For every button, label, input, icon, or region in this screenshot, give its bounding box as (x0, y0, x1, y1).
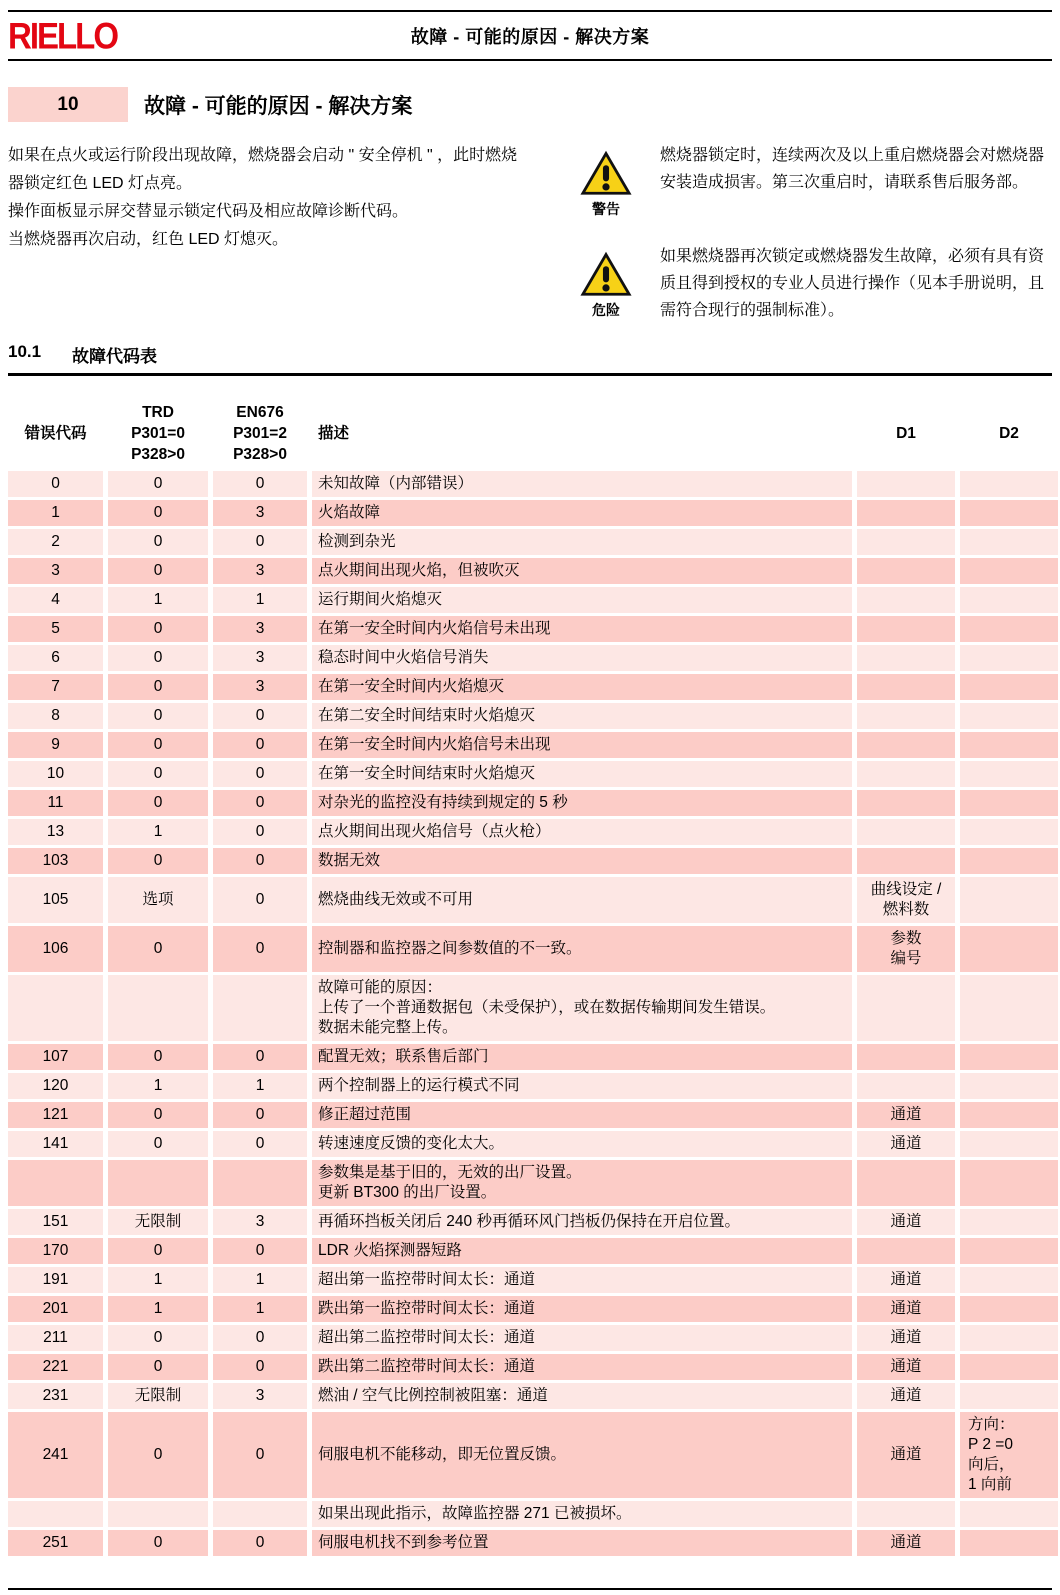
cell-d2 (960, 819, 1058, 845)
cell-error-code: 103 (8, 848, 103, 874)
cell-trd: 0 (108, 761, 208, 787)
cell-error-code: 2 (8, 529, 103, 555)
danger-note (566, 243, 1052, 324)
cell-en676: 0 (213, 848, 307, 874)
fault-table-header (8, 402, 1052, 465)
cell-error-code: 191 (8, 1267, 103, 1293)
intro-paragraph: 操作面板显示屏交替显示锁定代码及相应故障诊断代码。 (8, 203, 409, 220)
cell-en676: 0 (213, 926, 307, 972)
cell-error-code: 9 (8, 732, 103, 758)
table-row (8, 926, 1052, 972)
cell-trd: 0 (108, 674, 208, 700)
cell-d1 (857, 529, 955, 555)
cell-description: 故障可能的原因： 上传了一个普通数据包（未受保护），或在数据传输期间发生错误。 数据未能完整上传。 (312, 975, 852, 1041)
cell-description: 运行期间火焰熄灭 (312, 587, 852, 613)
cell-error-code: 141 (8, 1131, 103, 1157)
cell-d1 (857, 703, 955, 729)
table-row (8, 1102, 1052, 1128)
cell-d1 (857, 645, 955, 671)
cell-trd: 1 (108, 819, 208, 845)
cell-description: 再循环挡板关闭后 240 秒再循环风门挡板仍保持在开启位置。 (312, 1209, 852, 1235)
cell-description: 在第二安全时间结束时火焰熄灭 (312, 703, 852, 729)
cell-d2 (960, 848, 1058, 874)
cell-d1: 通道 (857, 1325, 955, 1351)
cell-description: 未知故障（内部错误） (312, 471, 852, 497)
cell-error-code: 3 (8, 558, 103, 584)
cell-error-code: 151 (8, 1209, 103, 1235)
cell-d1 (857, 1044, 955, 1070)
cell-d1 (857, 1160, 955, 1206)
cell-trd: 0 (108, 1238, 208, 1264)
subsection-number: 10.1 (8, 342, 42, 361)
cell-trd: 1 (108, 1267, 208, 1293)
cell-trd: 0 (108, 1325, 208, 1351)
cell-d2 (960, 1530, 1058, 1556)
table-row (8, 645, 1052, 671)
cell-description: 配置无效；联系售后部门 (312, 1044, 852, 1070)
warning-note (566, 142, 1052, 219)
table-row (8, 1296, 1052, 1322)
cell-description: 燃烧曲线无效或不可用 (312, 877, 852, 923)
header-d2: D2 (999, 425, 1019, 442)
cell-error-code: 241 (8, 1412, 103, 1498)
table-row (8, 1267, 1052, 1293)
danger-triangle-icon (578, 249, 634, 299)
cell-en676: 3 (213, 1209, 307, 1235)
header-d1: D1 (896, 425, 916, 442)
cell-d2 (960, 1501, 1058, 1527)
table-row (8, 703, 1052, 729)
cell-description: 伺服电机不能移动，即无位置反馈。 (312, 1412, 852, 1498)
cell-en676: 0 (213, 1238, 307, 1264)
cell-d1 (857, 975, 955, 1041)
cell-d1 (857, 1501, 955, 1527)
table-row (8, 761, 1052, 787)
cell-trd: 0 (108, 500, 208, 526)
cell-description: 火焰故障 (312, 500, 852, 526)
cell-trd: 0 (108, 1530, 208, 1556)
cell-trd: 选项 (108, 877, 208, 923)
section-heading (8, 87, 1052, 122)
cell-d2 (960, 1160, 1058, 1206)
header-rule (8, 59, 1052, 61)
cell-d1: 通道 (857, 1296, 955, 1322)
cell-en676: 0 (213, 1325, 307, 1351)
danger-note-text: 如果燃烧器再次锁定或燃烧器发生故障，必须有具有资质且得到授权的专业人员进行操作（见本手册说明，且需符合现行的强制标准）。 (660, 248, 1045, 319)
table-row (8, 732, 1052, 758)
cell-d1: 通道 (857, 1131, 955, 1157)
table-row (8, 1209, 1052, 1235)
cell-en676: 3 (213, 500, 307, 526)
cell-en676 (213, 1160, 307, 1206)
table-row (8, 1238, 1052, 1264)
cell-description: 转速速度反馈的变化太大。 (312, 1131, 852, 1157)
cell-en676: 3 (213, 558, 307, 584)
cell-error-code: 120 (8, 1073, 103, 1099)
cell-d1 (857, 587, 955, 613)
cell-en676: 3 (213, 616, 307, 642)
cell-error-code: 105 (8, 877, 103, 923)
cell-d2 (960, 1383, 1058, 1409)
cell-error-code: 221 (8, 1354, 103, 1380)
cell-en676: 1 (213, 1267, 307, 1293)
cell-trd: 0 (108, 529, 208, 555)
cell-d1: 通道 (857, 1412, 955, 1498)
table-row (8, 819, 1052, 845)
table-row (8, 1073, 1052, 1099)
cell-d1 (857, 1238, 955, 1264)
cell-trd: 1 (108, 1296, 208, 1322)
section-number-box: 10 (8, 87, 128, 122)
cell-description: 点火期间出现火焰，但被吹灭 (312, 558, 852, 584)
cell-d1: 通道 (857, 1209, 955, 1235)
cell-trd: 0 (108, 558, 208, 584)
cell-description: 在第一安全时间内火焰信号未出现 (312, 732, 852, 758)
intro-paragraph: 当燃烧器再次启动，红色 LED 灯熄灭。 (8, 231, 289, 248)
cell-error-code (8, 975, 103, 1041)
cell-d2 (960, 674, 1058, 700)
header-trd: TRD P301=0 P328>0 (131, 404, 185, 463)
cell-description: 参数集是基于旧的，无效的出厂设置。 更新 BT300 的出厂设置。 (312, 1160, 852, 1206)
cell-en676: 0 (213, 703, 307, 729)
cell-en676: 0 (213, 1530, 307, 1556)
cell-d1 (857, 819, 955, 845)
fault-table-body (8, 471, 1052, 1559)
cell-d2 (960, 1296, 1058, 1322)
table-row (8, 1354, 1052, 1380)
cell-d2 (960, 975, 1058, 1041)
cell-description: 控制器和监控器之间参数值的不一致。 (312, 926, 852, 972)
cell-d1 (857, 616, 955, 642)
cell-en676: 0 (213, 877, 307, 923)
table-row (8, 558, 1052, 584)
cell-trd: 0 (108, 1412, 208, 1498)
cell-error-code: 251 (8, 1530, 103, 1556)
cell-d2 (960, 1131, 1058, 1157)
cell-trd: 0 (108, 645, 208, 671)
cell-error-code: 5 (8, 616, 103, 642)
table-row (8, 529, 1052, 555)
cell-d2 (960, 471, 1058, 497)
table-row (8, 1412, 1052, 1498)
cell-error-code: 106 (8, 926, 103, 972)
cell-error-code: 4 (8, 587, 103, 613)
cell-trd: 0 (108, 926, 208, 972)
intro-area (8, 142, 1052, 324)
cell-description: 在第一安全时间结束时火焰熄灭 (312, 761, 852, 787)
table-row (8, 674, 1052, 700)
cell-d2 (960, 877, 1058, 923)
cell-d1: 通道 (857, 1383, 955, 1409)
cell-en676: 0 (213, 1354, 307, 1380)
cell-d1 (857, 761, 955, 787)
cell-trd: 0 (108, 732, 208, 758)
cell-d2 (960, 587, 1058, 613)
cell-error-code: 8 (8, 703, 103, 729)
cell-error-code: 170 (8, 1238, 103, 1264)
table-row (8, 1325, 1052, 1351)
page-header (8, 12, 1052, 59)
subsection-title: 故障代码表 (72, 347, 157, 366)
cell-error-code: 6 (8, 645, 103, 671)
cell-trd: 1 (108, 1073, 208, 1099)
cell-trd: 0 (108, 848, 208, 874)
cell-d2 (960, 1267, 1058, 1293)
table-row (8, 877, 1052, 923)
intro-paragraph: 如果在点火或运行阶段出现故障，燃烧器会启动 " 安全停机 " ，此时燃烧器锁定红色 LED 灯点亮。 (8, 147, 518, 192)
cell-description: 如果出现此指示，故障监控器 271 已被损坏。 (312, 1501, 852, 1527)
cell-d1 (857, 732, 955, 758)
cell-error-code: 1 (8, 500, 103, 526)
table-row (8, 471, 1052, 497)
cell-en676: 1 (213, 587, 307, 613)
cell-description: 两个控制器上的运行模式不同 (312, 1073, 852, 1099)
cell-trd: 0 (108, 1354, 208, 1380)
cell-d2 (960, 926, 1058, 972)
cell-en676: 0 (213, 1102, 307, 1128)
cell-d2 (960, 500, 1058, 526)
cell-error-code: 11 (8, 790, 103, 816)
cell-d2 (960, 529, 1058, 555)
cell-d2 (960, 645, 1058, 671)
table-row (8, 790, 1052, 816)
table-row (8, 616, 1052, 642)
cell-d2 (960, 1044, 1058, 1070)
cell-description: 跌出第一监控带时间太长：通道 (312, 1296, 852, 1322)
cell-trd: 0 (108, 703, 208, 729)
cell-description: 数据无效 (312, 848, 852, 874)
cell-d2 (960, 1238, 1058, 1264)
cell-d2 (960, 703, 1058, 729)
table-row (8, 1131, 1052, 1157)
cell-error-code (8, 1160, 103, 1206)
intro-text-column (8, 142, 530, 324)
cell-d1 (857, 471, 955, 497)
cell-d1 (857, 558, 955, 584)
cell-d2 (960, 558, 1058, 584)
header-en676: EN676 P301=2 P328>0 (233, 404, 287, 463)
cell-error-code: 211 (8, 1325, 103, 1351)
cell-description: LDR 火焰探测器短路 (312, 1238, 852, 1264)
danger-icon-label: 危险 (592, 302, 620, 318)
riello-logo: RIELLO (8, 14, 117, 56)
cell-d2 (960, 761, 1058, 787)
page-header-title: 故障 - 可能的原因 - 解决方案 (410, 26, 650, 47)
cell-en676: 1 (213, 1073, 307, 1099)
cell-en676 (213, 1501, 307, 1527)
table-row (8, 1530, 1052, 1556)
cell-d1 (857, 790, 955, 816)
cell-en676: 3 (213, 1383, 307, 1409)
cell-en676: 0 (213, 529, 307, 555)
table-row (8, 1501, 1052, 1527)
cell-en676 (213, 975, 307, 1041)
warning-note-text: 燃烧器锁定时，连续两次及以上重启燃烧器会对燃烧器安装造成损害。第三次重启时，请联系售后服务部。 (660, 147, 1045, 191)
cell-en676: 0 (213, 1412, 307, 1498)
cell-error-code (8, 1501, 103, 1527)
cell-description: 对杂光的监控没有持续到规定的 5 秒 (312, 790, 852, 816)
cell-description: 伺服电机找不到参考位置 (312, 1530, 852, 1556)
cell-error-code: 121 (8, 1102, 103, 1128)
cell-d1: 通道 (857, 1530, 955, 1556)
cell-en676: 0 (213, 1131, 307, 1157)
cell-en676: 0 (213, 819, 307, 845)
table-row (8, 848, 1052, 874)
cell-d2 (960, 616, 1058, 642)
cell-d1 (857, 848, 955, 874)
cell-en676: 1 (213, 1296, 307, 1322)
cell-trd (108, 1160, 208, 1206)
cell-d1: 曲线设定 / 燃料数 (857, 877, 955, 923)
cell-en676: 0 (213, 471, 307, 497)
cell-trd: 1 (108, 587, 208, 613)
cell-d2 (960, 1102, 1058, 1128)
cell-d2 (960, 1354, 1058, 1380)
cell-d1 (857, 674, 955, 700)
cell-en676: 0 (213, 732, 307, 758)
cell-en676: 3 (213, 645, 307, 671)
bottom-rule (8, 1588, 1052, 1590)
cell-description: 修正超过范围 (312, 1102, 852, 1128)
table-row (8, 1160, 1052, 1206)
warning-triangle-icon (578, 148, 634, 198)
table-row (8, 975, 1052, 1041)
table-row (8, 1044, 1052, 1070)
table-row (8, 587, 1052, 613)
cell-trd: 无限制 (108, 1383, 208, 1409)
cell-trd: 0 (108, 616, 208, 642)
cell-trd: 0 (108, 1044, 208, 1070)
cell-en676: 3 (213, 674, 307, 700)
subsection-heading (8, 342, 1052, 367)
cell-description: 点火期间出现火焰信号（点火枪） (312, 819, 852, 845)
cell-d1: 通道 (857, 1267, 955, 1293)
cell-error-code: 7 (8, 674, 103, 700)
cell-description: 跌出第二监控带时间太长：通道 (312, 1354, 852, 1380)
cell-description: 在第一安全时间内火焰信号未出现 (312, 616, 852, 642)
cell-trd: 0 (108, 1131, 208, 1157)
cell-d2 (960, 1209, 1058, 1235)
cell-d1 (857, 1073, 955, 1099)
cell-error-code: 10 (8, 761, 103, 787)
cell-error-code: 0 (8, 471, 103, 497)
safety-notes-column (566, 142, 1052, 324)
cell-description: 燃油 / 空气比例控制被阻塞：通道 (312, 1383, 852, 1409)
cell-error-code: 201 (8, 1296, 103, 1322)
header-error-code: 错误代码 (24, 425, 87, 442)
cell-d1: 通道 (857, 1354, 955, 1380)
cell-description: 超出第一监控带时间太长：通道 (312, 1267, 852, 1293)
cell-d1: 通道 (857, 1102, 955, 1128)
cell-d2: 方向： P 2 =0 向后， 1 向前 (960, 1412, 1058, 1498)
cell-d1 (857, 500, 955, 526)
cell-trd: 0 (108, 471, 208, 497)
table-row (8, 500, 1052, 526)
cell-trd (108, 975, 208, 1041)
cell-description: 稳态时间中火焰信号消失 (312, 645, 852, 671)
section-title: 故障 - 可能的原因 - 解决方案 (144, 94, 413, 118)
cell-en676: 0 (213, 790, 307, 816)
cell-trd: 无限制 (108, 1209, 208, 1235)
warning-icon-label: 警告 (592, 201, 620, 217)
cell-trd (108, 1501, 208, 1527)
cell-error-code: 231 (8, 1383, 103, 1409)
warning-icon-block (566, 142, 646, 219)
cell-error-code: 13 (8, 819, 103, 845)
cell-trd: 0 (108, 1102, 208, 1128)
table-row (8, 1383, 1052, 1409)
cell-description: 在第一安全时间内火焰熄灭 (312, 674, 852, 700)
cell-d2 (960, 732, 1058, 758)
cell-d2 (960, 790, 1058, 816)
cell-d2 (960, 1073, 1058, 1099)
cell-en676: 0 (213, 1044, 307, 1070)
cell-description: 超出第二监控带时间太长：通道 (312, 1325, 852, 1351)
header-description: 描述 (318, 425, 350, 442)
danger-icon-block (566, 243, 646, 324)
cell-trd: 0 (108, 790, 208, 816)
cell-d2 (960, 1325, 1058, 1351)
cell-d1: 参数 编号 (857, 926, 955, 972)
cell-en676: 0 (213, 761, 307, 787)
subsection-rule (8, 373, 1052, 376)
cell-error-code: 107 (8, 1044, 103, 1070)
cell-description: 检测到杂光 (312, 529, 852, 555)
